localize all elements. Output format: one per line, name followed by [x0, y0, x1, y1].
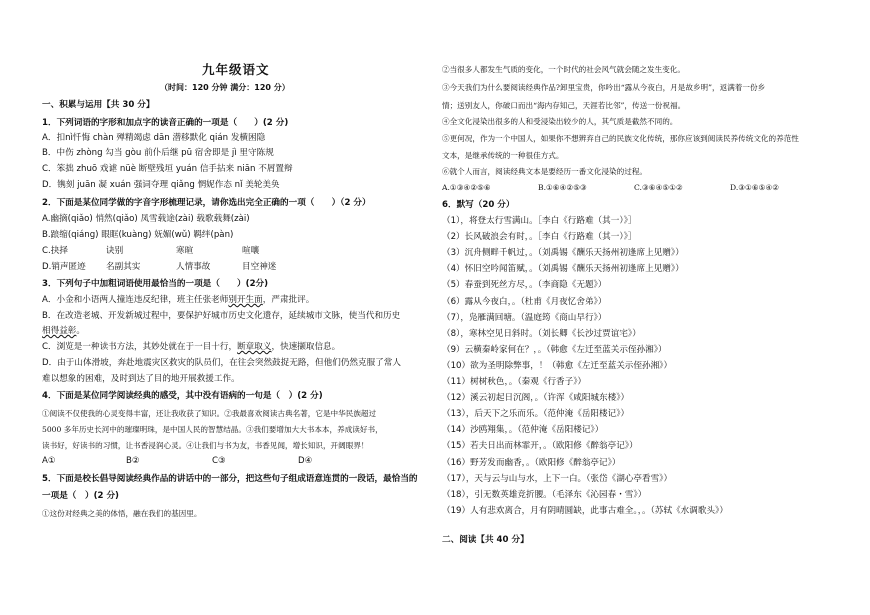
- section-2-heading: 二、阅读【共 40 分】: [442, 535, 529, 545]
- dictation-item: （15）若夫日出而林霏开，。（欧阳修《醉翁亭记》）: [442, 441, 638, 452]
- q2-option-c: C.抉择 诀别 寒暄 喧嚷: [42, 246, 260, 256]
- q3-option-a: A．小金和小语两人撞连违反纪律，班主任张老师别开生面，严肃批评。: [42, 295, 315, 305]
- exam-subtitle: （时间：120 分钟 满分：120 分）: [160, 83, 290, 92]
- q4-passage-line2: 5000 多年历史长河中的璀璨明珠，是中国人民的智慧结晶。③我们要增加大大书本本，养成读好书，: [42, 425, 383, 434]
- q1-option-d: D．镌刻 juān 凝 xuán 强词夺理 qiǎng 惘妮作态 nǐ 美轮美奂: [42, 180, 280, 190]
- q5-sentence-1: ①这份对经典之美的体悟，融在我们的基因里。: [42, 509, 202, 518]
- q5-sentence-6: ⑥就个人而言，阅读经典文本是要经历一番文化浸染的过程。: [442, 167, 648, 176]
- dictation-item: （12）溪云初起日沉阁，。（许浑《咸阳城东楼》）: [442, 393, 630, 404]
- dictation-item: （14）沙鸥翔集，。（范仲淹《岳阳楼记》）: [442, 425, 604, 436]
- q4-passage-line1: ①阅读不仅使我的心灵变得丰富，还让我收获了知识。②我最喜欢阅读古典名著，它是中华民族超过: [42, 409, 377, 418]
- dictation-item: （2）长风破浪会有时，。［李白《行路难（其一）》］: [442, 232, 637, 243]
- dictation-item: （18），引无数英雄竞折腰。（毛泽东《沁园春・雪》）: [442, 489, 647, 500]
- q5-sentence-5-line1: ⑤更何况，作为一个中国人，如果你不想辨弃自己的民族文化传统，那你应该到阅读民养传统文化的养范性: [442, 134, 799, 143]
- q5-sentence-4: ④全文化浸染出很多的人和受浸染出较少的人，其气质是截然不同的。: [442, 117, 678, 126]
- q3-option-d-line2: 难以想象的困难，及时到达了目的地开展救援工作。: [42, 374, 240, 384]
- q5-sentence-3-line2: 情；送别友人，你破口而出“海内存知己，天涯若比邻”，传送一份祝福。: [442, 101, 686, 110]
- q3-option-d-line1: D．由于山体滑坡，奔赴地震灾区救灾的队员们，在往会突然鼓捉无路，但他们仍然克服了常人: [42, 358, 401, 368]
- q3-stem: 3．下列句子中加粗词语使用最恰当的一项是（ ）(2分): [42, 279, 269, 289]
- q1-option-a: A．扣nì忏悔 chàn 殚精竭虑 dān 潜移默化 qián 发横困隐: [42, 133, 266, 143]
- q3-option-b-line2: 相得益彰。: [42, 326, 85, 336]
- dictation-item: （9）云横秦岭家何在？，。（韩愈《左迁至蓝关示侄孙湘》）: [442, 344, 667, 355]
- dictation-item: （8），寒林空见日斜时。（刘长卿《长沙过贾谊宅》）: [442, 328, 641, 339]
- dictation-item: （6）露从今夜白，。（杜甫《月夜忆舍弟》）: [442, 296, 607, 307]
- q5-options: A.①③④②⑤⑥ B.①⑥④②⑤③ C.③⑥④⑤①② D.③①⑥⑤④②: [442, 183, 780, 192]
- q2-option-b: B.踉缩(qiáng) 眼眶(kuàng) 妩媚(wǔ) 羁绊(pàn): [42, 230, 234, 240]
- dictation-item: （1），将登太行雪满山。［李白《行路难（其一）》］: [442, 216, 637, 226]
- dictation-item: （3）沉舟侧畔千帆过，。（刘禹锡《酬乐天扬州初逢席上见赠》）: [442, 248, 684, 259]
- q3-option-c: C．浏览是一种读书方法，其妙处就在于一目十行，断章取义，快速撷取信息。: [42, 342, 341, 352]
- dictation-item: （19）人有悲欢离合，月有阴晴圆缺，此事古难全。，。（苏轼《水调歌头》）: [442, 505, 728, 516]
- q2-stem: 2．下面是某位同学做的字音字形梳理记录，请你选出完全正确的一项（ ）（2 分）: [42, 198, 371, 208]
- q5-stem-line2: 一项是（ ）(2 分): [42, 491, 119, 501]
- q2-option-a: A.幽摘(qiǎo) 悄然(qiǎo) 凤雪载途(zài) 载歌载舞(zài): [42, 214, 250, 224]
- q1-option-c: C．笨拙 zhuō 戏谑 nüè 断壁残垣 yuán 信手拈来 niān 不屑置辩: [42, 164, 293, 174]
- dictation-item: （17），天与云与山与水，上下一白。（张岱《湖心亭看雪》）: [442, 473, 673, 484]
- q5-sentence-2: ②当很多人都发生气质的变化，一个时代的社会风气就会随之发生变化。: [442, 65, 685, 74]
- q1-stem: 1．下列词语的字形和加点字的读音正确的一项是（ ）(2 分): [42, 118, 289, 128]
- q6-heading: 6．默写（20 分）: [442, 200, 515, 210]
- q4-options: A① B② C③ D④: [42, 456, 313, 466]
- q4-passage-line3: 读书好，好读书的习惯，让书香浸润心灵。④让我们与书为友，书香见闻，增长知识，开阔眼界！: [42, 441, 369, 450]
- dictation-item: （5）春蚕到死丝方尽，。（李商隐《无题》）: [442, 280, 607, 291]
- q4-stem: 4．下面是某位同学阅读经典的感受，其中没有语病的一句是（ ）(2 分): [42, 391, 323, 401]
- q2-option-d: D.销声匿迹 名副其实 人情事故 目空神迷: [42, 262, 277, 272]
- q5-sentence-3-line1: ③今天我们为什么要阅读经典作品?卸里宝贵，你吟出“露从今夜白，月是故乡明”，返满着一份乡: [442, 83, 766, 92]
- q1-option-b: B．中伤 zhòng 勾当 gòu 前仆后继 pū 宿舍即是 jì 里守陈规: [42, 148, 274, 158]
- dictation-item: （16）野芳发而幽香，。（欧阳修《醉翁亭记》）: [442, 457, 621, 468]
- q5-sentence-5-line2: 文本，是继承传统的一种很佳方式。: [442, 151, 564, 160]
- dictation-item: （10）欲为圣明除弊事，！（韩愈《左迁至蓝关示侄孙湘》）: [442, 360, 673, 371]
- q3-option-b-line1: B．在改造老城、开发新城过程中，要保护好城市历史文化遗存，延续城市文脉，使当代和历史: [42, 311, 401, 321]
- dictation-item: （7），凫雁满回塘。（温庭筠《商山早行》）: [442, 312, 607, 323]
- dictation-item: （11）树树秋色，。（秦观《行香子》）: [442, 377, 587, 387]
- q5-stem-line1: 5．下面是校长倡导阅读经典作品的讲话中的一部分，把这些句子组成语意连贯的一段话，最恰当的: [42, 474, 418, 484]
- page-title: 九年级语文: [202, 62, 270, 77]
- dictation-item: （4）怀旧空吟闻笛赋，。（刘禹锡《酬乐天扬州初逢席上见赠》）: [442, 264, 684, 275]
- section-1-heading: 一、积累与运用【共 30 分】: [42, 100, 155, 110]
- dictation-item: （13），后天下之乐而乐。（范仲淹《岳阳楼记》）: [442, 409, 630, 420]
